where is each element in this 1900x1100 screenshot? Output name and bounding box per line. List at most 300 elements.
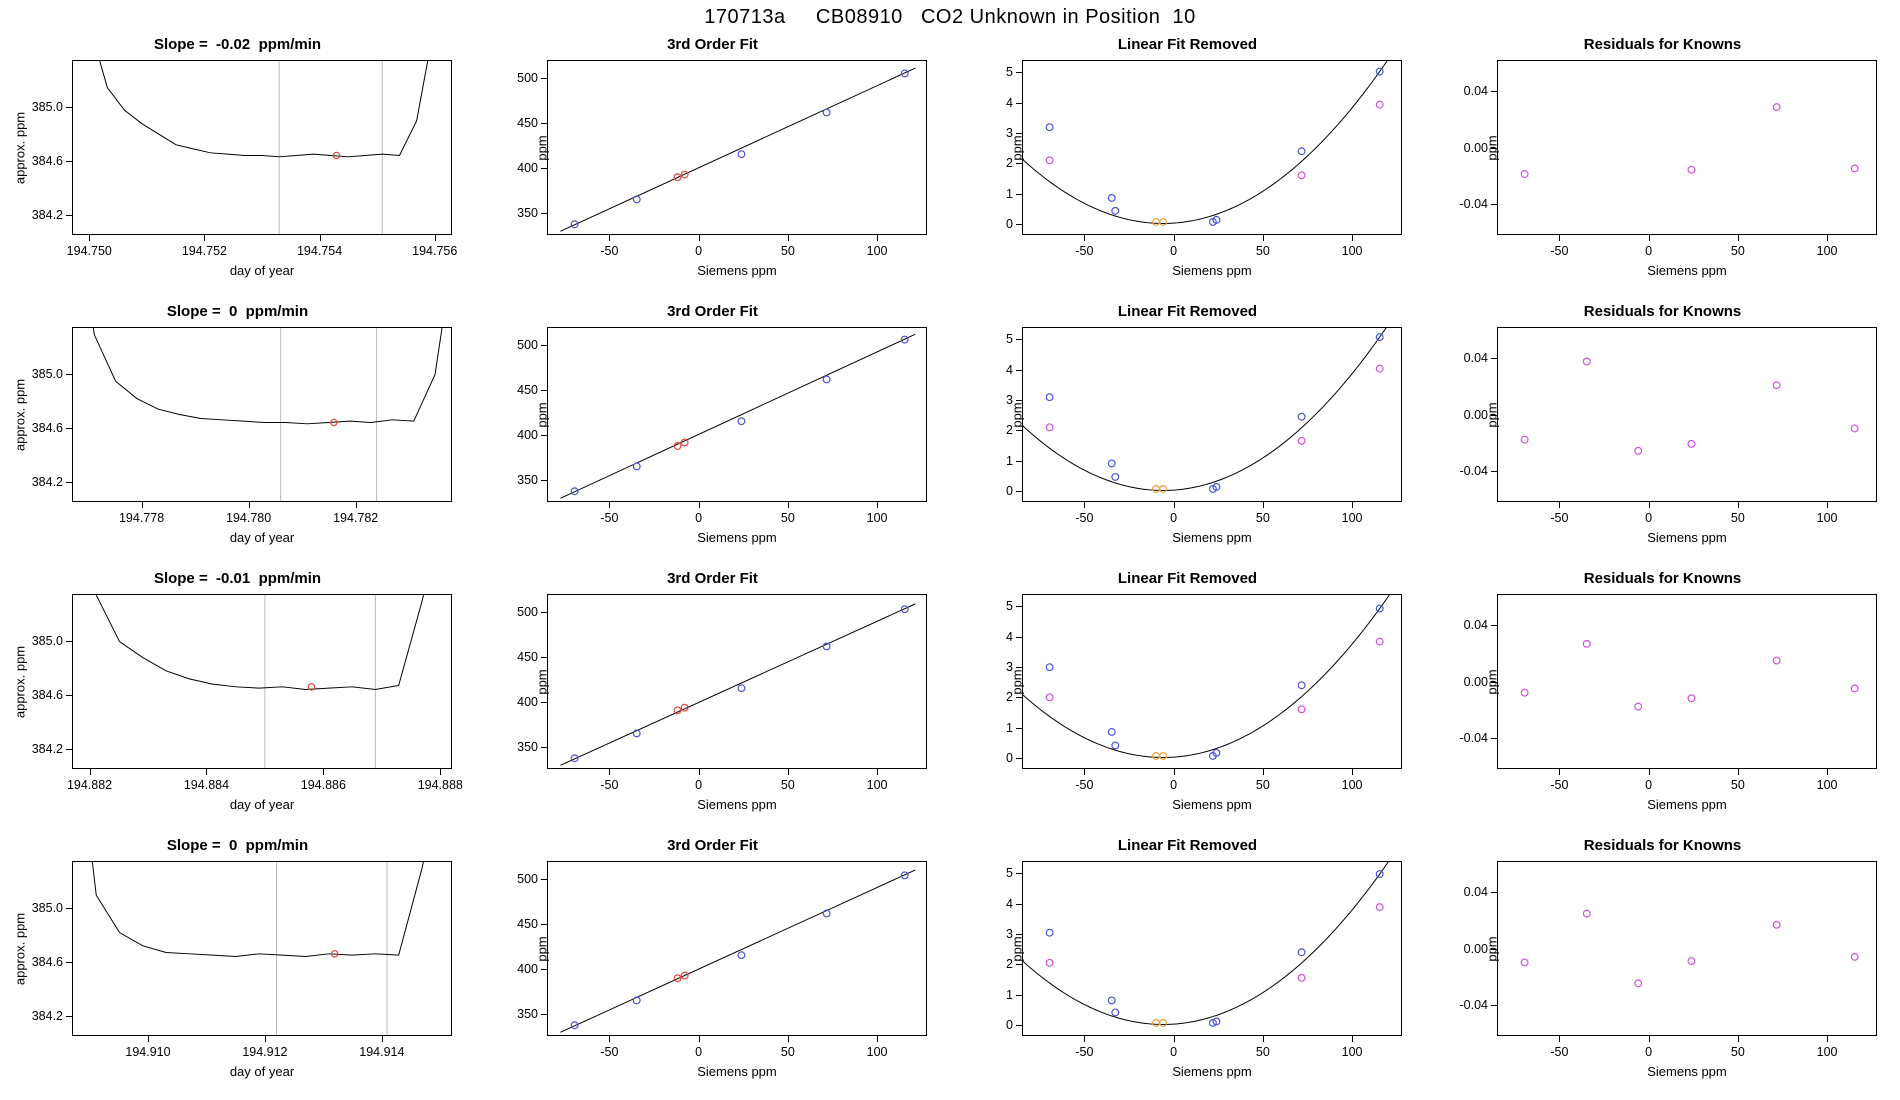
x-tick-label: 194.884 [183,778,230,792]
y-tick-label: 3 [1006,393,1013,408]
x-tick-mark [1084,235,1085,241]
plot-frame [1497,594,1877,769]
chart-panel [1425,30,1900,297]
plot-canvas [1023,595,1401,768]
y-tick-mark [1016,697,1022,698]
x-tick-mark [1827,1036,1828,1042]
x-tick-mark [265,1036,266,1042]
chart-panel [950,297,1425,564]
y-tick-mark [541,879,547,880]
x-tick-label: 0 [1170,1045,1178,1059]
x-tick-label: 100 [866,511,888,525]
y-tick-label: 0.00 [1463,407,1488,422]
plot-frame [1022,861,1402,1036]
plot-canvas [73,862,451,1035]
chart-panel [0,30,475,297]
y-axis-label: ppm [1009,134,1025,161]
plot-frame [72,861,452,1036]
x-tick-mark [1174,235,1175,241]
y-tick-mark [541,213,547,214]
panel-title: Linear Fit Removed [1117,570,1258,587]
y-axis-label: ppm [1009,935,1025,962]
plot-area [517,327,927,545]
x-tick-mark [1738,769,1739,775]
y-axis-label: ppm [1009,668,1025,695]
x-axis-label: Siemens ppm [1647,797,1727,812]
plot-area [12,327,452,545]
y-tick-label: 384.2 [31,207,63,222]
y-tick-label: 500 [517,70,538,85]
x-tick-mark [699,502,700,508]
y-tick-mark [1016,637,1022,638]
x-tick-mark [1649,1036,1650,1042]
x-tick-label: 194.882 [66,778,113,792]
x-tick-label: 100 [1341,1045,1363,1059]
y-tick-mark [541,345,547,346]
x-tick-mark [1559,502,1560,508]
x-tick-label: 194.914 [359,1045,405,1059]
x-tick-label: 194.782 [333,511,379,525]
y-axis-label: approx. ppm [12,111,28,184]
x-tick-mark [1827,769,1828,775]
plot-area [1459,60,1877,278]
chart-panel [0,831,475,1098]
plot-canvas [1023,61,1401,234]
y-tick-mark [1016,934,1022,935]
x-tick-mark [1174,1036,1175,1042]
y-tick-mark [66,428,72,429]
plot-canvas [1498,862,1876,1035]
y-tick-mark [1491,91,1497,92]
y-tick-mark [541,969,547,970]
x-tick-mark [382,1036,383,1042]
x-tick-label: 0 [695,778,703,792]
plot-frame [72,327,452,502]
y-tick-mark [1016,606,1022,607]
chart-panel [950,831,1425,1098]
y-tick-mark [1016,163,1022,164]
y-tick-label: 350 [517,739,538,754]
x-axis-label: Siemens ppm [1172,263,1252,278]
y-tick-label: 350 [517,1006,538,1021]
y-tick-label: -0.04 [1459,730,1488,745]
x-tick-mark [206,769,207,775]
x-tick-label: 0 [1170,778,1178,792]
chart-panel [1425,297,1900,564]
y-tick-mark [1016,194,1022,195]
x-tick-mark [1827,235,1828,241]
y-tick-mark [1491,1005,1497,1006]
y-tick-label: 500 [517,871,538,886]
x-axis-label: Siemens ppm [697,530,777,545]
y-axis-label: ppm [1484,401,1500,428]
y-tick-mark [66,695,72,696]
x-tick-label: 0 [1170,244,1178,258]
y-tick-mark [541,78,547,79]
x-axis-label: Siemens ppm [1172,797,1252,812]
x-tick-mark [1352,769,1353,775]
chart-panel [950,564,1425,831]
x-tick-label: 0 [1645,244,1653,258]
x-axis-label: day of year [229,1064,295,1079]
x-tick-mark [1738,235,1739,241]
x-tick-label: 100 [866,1045,888,1059]
plot-area [517,861,927,1079]
x-tick-label: -50 [1075,511,1094,525]
plot-canvas [548,595,926,768]
y-axis-label: ppm [534,935,550,962]
y-axis-label: ppm [1484,134,1500,161]
y-tick-mark [66,641,72,642]
x-tick-label: 50 [1730,511,1745,525]
x-tick-label: 194.752 [181,244,228,258]
y-tick-label: 400 [517,694,538,709]
y-tick-mark [66,482,72,483]
x-tick-label: 50 [1730,244,1745,258]
x-tick-mark [1263,235,1264,241]
plot-canvas [548,328,926,501]
x-tick-label: 100 [1341,778,1363,792]
plot-area [1459,861,1877,1079]
x-tick-label: 194.756 [412,244,458,258]
x-tick-label: 50 [1255,244,1270,258]
x-axis-label: Siemens ppm [697,797,777,812]
y-tick-label: 450 [517,115,538,130]
y-tick-mark [541,480,547,481]
y-tick-label: 350 [517,205,538,220]
x-tick-mark [435,235,436,241]
x-tick-mark [877,235,878,241]
y-tick-label: 384.2 [31,1008,63,1023]
chart-panel [1425,831,1900,1098]
plot-canvas [73,595,451,768]
y-axis-label: approx. ppm [12,645,28,718]
y-tick-mark [1016,133,1022,134]
chart-panel [0,297,475,564]
panel-grid [0,30,1900,1100]
y-tick-label: 0.04 [1463,84,1488,99]
y-axis-label: approx. ppm [12,378,28,451]
y-tick-label: -0.04 [1459,463,1488,478]
x-tick-mark [356,502,357,508]
x-tick-mark [1174,769,1175,775]
x-tick-mark [877,502,878,508]
y-tick-mark [541,1014,547,1015]
panel-title: Slope = 0 ppm/min [166,303,309,320]
x-tick-label: 50 [1255,1045,1270,1059]
y-tick-label: 1 [1006,987,1013,1002]
chart-panel [950,30,1425,297]
y-tick-label: 400 [517,427,538,442]
plot-canvas [548,862,926,1035]
y-tick-label: 350 [517,472,538,487]
x-tick-label: -50 [600,244,619,258]
plot-frame [547,594,927,769]
x-tick-label: -50 [1075,778,1094,792]
y-tick-mark [1016,873,1022,874]
y-tick-label: 385.0 [31,100,63,115]
y-tick-mark [1491,738,1497,739]
panel-title: Linear Fit Removed [1117,303,1258,320]
y-tick-mark [1016,370,1022,371]
y-axis-label: ppm [1484,935,1500,962]
plot-canvas [73,328,451,501]
x-axis-label: day of year [229,797,295,812]
y-tick-label: 3 [1006,126,1013,141]
y-tick-mark [66,215,72,216]
y-tick-label: 385.0 [31,901,63,916]
x-tick-label: 194.778 [118,511,165,525]
x-tick-label: 100 [866,778,888,792]
y-tick-label: 450 [517,916,538,931]
x-tick-mark [1084,1036,1085,1042]
x-tick-label: 0 [1645,1045,1653,1059]
x-tick-mark [788,769,789,775]
y-tick-mark [1016,758,1022,759]
x-tick-mark [699,769,700,775]
x-tick-mark [1559,769,1560,775]
x-tick-label: 100 [1816,511,1838,525]
x-tick-label: 0 [1645,511,1653,525]
x-tick-mark [1084,769,1085,775]
x-tick-label: 100 [1816,1045,1838,1059]
y-tick-mark [541,435,547,436]
x-tick-label: 0 [695,511,703,525]
x-tick-mark [699,235,700,241]
y-tick-label: 500 [517,337,538,352]
plot-frame [1022,60,1402,235]
panel-title: 3rd Order Fit [667,837,758,854]
y-tick-label: 385.0 [31,634,63,649]
y-tick-mark [66,749,72,750]
plot-area [12,594,463,812]
y-tick-mark [66,107,72,108]
plot-area [1459,327,1877,545]
plot-canvas [1023,862,1401,1035]
y-tick-mark [1016,995,1022,996]
panel-title: Residuals for Knowns [1583,36,1742,53]
x-tick-mark [1738,1036,1739,1042]
panel-title: Residuals for Knowns [1583,570,1742,587]
plot-frame [1022,594,1402,769]
x-tick-mark [1263,1036,1264,1042]
x-axis-label: day of year [229,530,295,545]
plot-area [1006,60,1402,278]
plot-canvas [73,61,451,234]
x-tick-mark [877,769,878,775]
x-tick-mark [1084,502,1085,508]
y-tick-label: 0.04 [1463,885,1488,900]
y-tick-label: 0 [1006,751,1013,766]
y-tick-label: 1 [1006,453,1013,468]
plot-area [1459,594,1877,812]
plot-area [12,861,452,1079]
x-tick-label: 100 [866,244,888,258]
x-axis-label: Siemens ppm [1647,263,1727,278]
x-tick-mark [1649,235,1650,241]
x-axis-label: Siemens ppm [1647,1064,1727,1079]
plot-area [1006,327,1402,545]
y-tick-label: 450 [517,382,538,397]
x-tick-label: -50 [600,778,619,792]
x-tick-mark [788,235,789,241]
x-axis-label: day of year [229,263,295,278]
x-axis-label: Siemens ppm [697,263,777,278]
y-tick-label: 500 [517,604,538,619]
y-tick-label: 384.6 [31,954,63,969]
y-tick-mark [66,374,72,375]
y-tick-label: 0.04 [1463,351,1488,366]
x-tick-label: 0 [1645,778,1653,792]
y-tick-label: 384.2 [31,474,63,489]
x-tick-label: 0 [695,1045,703,1059]
x-tick-mark [89,235,90,241]
y-tick-mark [1016,461,1022,462]
x-tick-label: 50 [780,778,795,792]
x-tick-label: -50 [1550,244,1569,258]
y-tick-mark [66,161,72,162]
y-tick-mark [1491,204,1497,205]
y-tick-mark [541,747,547,748]
plot-area [517,594,927,812]
x-tick-label: -50 [600,1045,619,1059]
y-tick-label: 2 [1006,690,1013,705]
x-tick-mark [1827,502,1828,508]
y-axis-label: ppm [534,134,550,161]
panel-title: 3rd Order Fit [667,570,758,587]
x-tick-label: 194.912 [242,1045,288,1059]
y-tick-label: 2 [1006,423,1013,438]
chart-panel [0,564,475,831]
y-tick-mark [1491,358,1497,359]
x-tick-label: 194.780 [226,511,272,525]
y-tick-label: -0.04 [1459,196,1488,211]
chart-panel [475,831,950,1098]
x-tick-mark [609,235,610,241]
chart-panel [475,564,950,831]
x-tick-label: 194.750 [66,244,112,258]
x-tick-mark [1174,502,1175,508]
x-tick-label: 194.888 [417,778,463,792]
y-axis-label: ppm [534,668,550,695]
x-axis-label: Siemens ppm [1172,1064,1252,1079]
y-tick-mark [541,612,547,613]
x-tick-label: 100 [1816,778,1838,792]
y-tick-label: 1 [1006,720,1013,735]
x-tick-label: 50 [1255,511,1270,525]
y-tick-mark [1016,430,1022,431]
x-tick-mark [1559,1036,1560,1042]
y-tick-mark [541,924,547,925]
x-tick-label: 194.910 [125,1045,171,1059]
plot-canvas [1498,328,1876,501]
x-tick-mark [609,502,610,508]
x-tick-mark [142,502,143,508]
y-tick-label: 0 [1006,1018,1013,1033]
y-tick-label: 1 [1006,186,1013,201]
panel-title: Slope = 0 ppm/min [166,837,309,854]
y-tick-label: 400 [517,961,538,976]
y-tick-label: 4 [1006,629,1013,644]
y-tick-mark [1016,904,1022,905]
x-tick-mark [1352,1036,1353,1042]
x-tick-label: -50 [1075,244,1094,258]
y-tick-label: 4 [1006,95,1013,110]
y-tick-label: 384.6 [31,420,63,435]
x-tick-label: 0 [1170,511,1178,525]
x-tick-label: 50 [780,1045,795,1059]
y-tick-label: 2 [1006,957,1013,972]
x-tick-mark [320,235,321,241]
y-tick-mark [541,123,547,124]
y-tick-mark [541,168,547,169]
y-tick-mark [1491,471,1497,472]
y-tick-label: -0.04 [1459,997,1488,1012]
y-tick-label: 5 [1006,65,1013,80]
x-tick-mark [788,1036,789,1042]
y-tick-mark [1016,103,1022,104]
panel-title: 3rd Order Fit [667,36,758,53]
y-tick-mark [1016,491,1022,492]
plot-frame [1022,327,1402,502]
plot-frame [72,60,452,235]
x-tick-mark [788,502,789,508]
x-tick-mark [1263,502,1264,508]
y-tick-mark [541,702,547,703]
x-tick-mark [1649,769,1650,775]
y-tick-label: 3 [1006,660,1013,675]
plot-area [517,60,927,278]
x-tick-mark [1559,235,1560,241]
y-axis-label: ppm [534,401,550,428]
x-tick-label: 50 [1255,778,1270,792]
y-tick-label: 0 [1006,484,1013,499]
x-tick-mark [877,1036,878,1042]
x-tick-mark [1263,769,1264,775]
y-tick-mark [1491,892,1497,893]
x-tick-label: -50 [1075,1045,1094,1059]
y-tick-mark [1016,224,1022,225]
x-tick-label: -50 [600,511,619,525]
panel-title: 3rd Order Fit [667,303,758,320]
x-tick-label: -50 [1550,778,1569,792]
y-tick-label: 385.0 [31,367,63,382]
x-tick-mark [1738,502,1739,508]
plot-frame [547,60,927,235]
panel-title: Slope = -0.01 ppm/min [153,570,322,587]
x-tick-label: -50 [1550,511,1569,525]
x-tick-label: 50 [780,244,795,258]
panel-title: Residuals for Knowns [1583,303,1742,320]
y-tick-mark [66,908,72,909]
x-axis-label: Siemens ppm [697,1064,777,1079]
plot-area [12,60,458,278]
plot-frame [547,327,927,502]
plot-frame [1497,327,1877,502]
chart-panel [1425,564,1900,831]
x-tick-label: 50 [780,511,795,525]
x-tick-label: 0 [695,244,703,258]
y-tick-mark [1016,339,1022,340]
panel-title: Linear Fit Removed [1117,837,1258,854]
y-tick-mark [541,390,547,391]
y-tick-mark [1016,72,1022,73]
y-tick-mark [66,962,72,963]
y-tick-mark [66,1016,72,1017]
x-tick-mark [609,1036,610,1042]
x-tick-label: 100 [1816,244,1838,258]
y-tick-label: 4 [1006,896,1013,911]
